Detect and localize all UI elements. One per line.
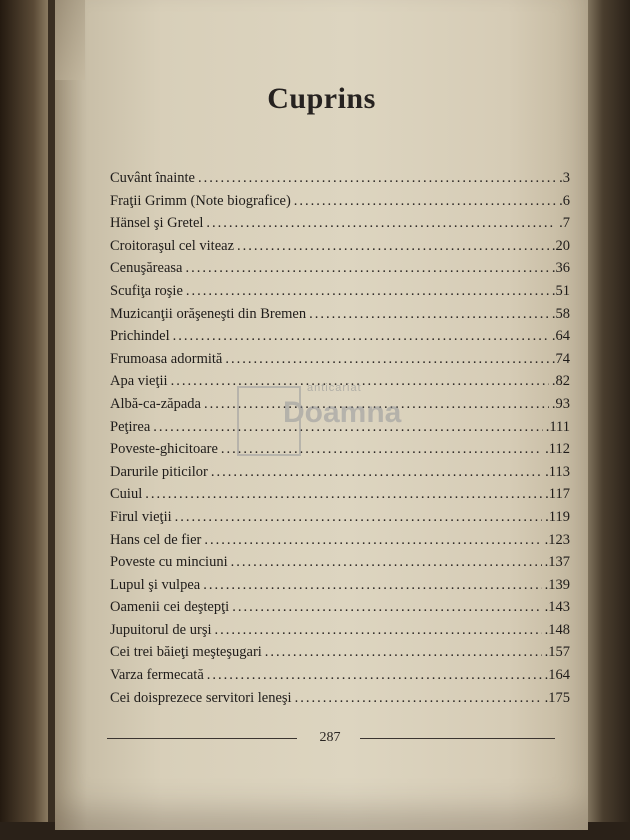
toc-entry [110,306,570,329]
page-title: Cuprins [267,82,376,115]
toc-entry [110,532,570,555]
toc-entry-page: .111 [545,418,570,435]
toc-entry-page: .139 [544,576,570,593]
toc-leader-dots [173,328,549,345]
toc-entry-page: .64 [551,328,570,345]
toc-entry-page: .175 [544,689,570,706]
toc-entry [110,599,570,622]
toc-entry-page: .82 [551,373,570,390]
toc-entry-title: Hans cel de fier [110,531,202,548]
toc-entry [110,690,570,713]
toc-entry [110,193,570,216]
toc-leader-dots [215,622,542,639]
toc-entry-title: Jupuitorul de urşi [110,621,212,638]
toc-leader-dots [225,351,549,368]
toc-entry [110,554,570,577]
toc-entry [110,644,570,667]
toc-leader-dots [237,238,549,255]
toc-entry-title: Peţirea [110,418,151,435]
toc-leader-dots [185,260,548,277]
toc-entry [110,238,570,261]
toc-entry-page: .113 [545,463,570,480]
toc-entry-page: .93 [551,395,570,412]
toc-entry [110,622,570,645]
toc-entry-page: .157 [544,644,570,661]
toc-leader-dots [294,193,556,210]
toc-leader-dots [231,554,542,571]
page-fold [55,0,85,80]
toc-leader-dots [145,486,542,503]
toc-entry [110,215,570,238]
toc-entry-title: Oamenii cei deştepţi [110,599,230,616]
toc-entry [110,328,570,351]
toc-entry-page: .3 [559,170,570,186]
toc-entry [110,260,570,283]
toc-entry-title: Cuiul [110,486,143,503]
page-number: 287 [319,730,341,745]
toc-entry-page: .148 [544,621,570,638]
toc-entry-title: Croitoraşul cel viteaz [110,237,235,254]
toc-entry [110,667,570,690]
background-right [585,0,630,840]
toc-entry-title: Fraţii Grimm (Note biografice) [110,192,291,209]
background-left [0,0,48,840]
toc-entry [110,509,570,532]
toc-entry-title: Poveste cu minciuni [110,554,228,571]
toc-entry-title: Scufiţa roşie [110,282,183,299]
toc-entry [110,351,570,374]
toc-entry-title: Poveste-ghicitoare [110,441,218,458]
toc-entry-page: .6 [559,192,570,209]
toc-entry-title: Firul vieţii [110,508,172,525]
toc-leader-dots [309,306,549,323]
toc-entry-title: Cenuşăreasa [110,260,183,277]
toc-leader-dots [207,667,542,684]
toc-entry [110,486,570,509]
toc-entry-page: .164 [544,667,570,684]
toc-entry-title: Darurile piticilor [110,463,208,480]
toc-entry-page: .123 [544,531,570,548]
toc-entry [110,464,570,487]
toc-entry-page: .112 [545,441,570,458]
toc-leader-dots [203,577,541,594]
toc-leader-dots [198,170,556,187]
toc-leader-dots [295,690,542,707]
toc-leader-dots [175,509,543,526]
toc-entry-page: .117 [545,486,570,503]
toc-entry-page: .36 [551,260,570,277]
toc-entry [110,577,570,600]
footer-rule-left [107,738,297,739]
toc-leader-dots [211,464,542,481]
toc-entry-title: Varza fermecată [110,667,204,684]
toc-leader-dots [204,532,541,549]
watermark-big-text: Doamna [283,396,402,429]
toc-entry-title: Cei trei băieţi meşteşugari [110,644,262,661]
toc-entry-page: .137 [544,554,570,571]
toc-entry [110,283,570,306]
toc-entry-title: Hänsel şi Gretel [110,215,204,232]
watermark [237,382,443,462]
toc-entry-page: .51 [551,282,570,299]
toc-entry-title: Albă-ca-zăpada [110,395,201,412]
toc-entry-title: Prichindel [110,328,170,345]
toc-entry-page: .119 [545,508,570,525]
toc-leader-dots [265,644,542,661]
watermark-small-text: anticariat [307,382,362,394]
toc-leader-dots [232,599,541,616]
toc-leader-dots [206,215,556,232]
toc-entry-page: .7 [559,215,570,232]
toc-entry-title: Frumoasa adormită [110,350,223,367]
toc-entry-page: .58 [551,305,570,322]
toc-entry-title: Cei doisprezece servitori leneşi [110,689,292,706]
toc-entry-page: .20 [551,237,570,254]
toc-entry-page: .143 [544,599,570,616]
toc-entry-title: Apa vieţii [110,373,168,390]
toc-entry-title: Muzicanţii orăşeneşti din Bremen [110,305,307,322]
toc-entry [110,170,570,193]
toc-entry-title: Cuvânt înainte [110,170,195,186]
footer-rule-right [360,738,555,739]
toc-leader-dots [186,283,549,300]
toc-entry-title: Lupul şi vulpea [110,576,201,593]
book-page [55,0,588,830]
toc-entry-page: .74 [551,350,570,367]
